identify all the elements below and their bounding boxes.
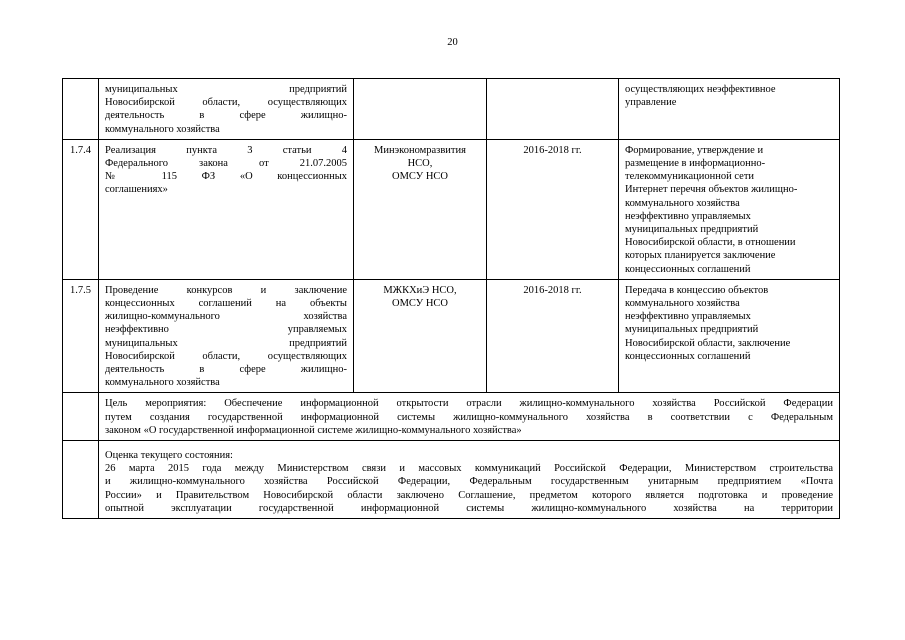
- goal-line: путем создания государственной информационной системы жилищно-коммунального хозяйства в соответствии с Федеральным: [105, 411, 833, 423]
- activity-line: концессионных соглашений на объекты: [105, 298, 347, 310]
- activity-line: Новосибирской области, осуществляющих: [105, 97, 347, 109]
- result-line: Интернет перечня объектов жилищно-: [625, 184, 798, 196]
- result-line: коммунального хозяйства: [625, 298, 740, 310]
- assessment-title: Оценка текущего состояния:: [105, 450, 233, 462]
- executor-cell: [354, 279, 487, 393]
- activity-line: муниципальных предприятий: [105, 337, 347, 349]
- executor-line: ОМСУ НСО: [391, 298, 448, 310]
- assessment-line: России» и Правительством Новосибирской области заключено Соглашение, предметом которого является подготовка и проведение: [105, 489, 833, 501]
- activity-line: Проведение конкурсов и заключение: [105, 284, 347, 296]
- period-cell: [487, 79, 619, 140]
- result-line: муниципальных предприятий: [625, 224, 759, 236]
- assessment-row: [63, 441, 840, 519]
- row-number: 1.7.4: [63, 139, 99, 279]
- activities-table: [62, 78, 840, 519]
- result-line: концессионных соглашений: [625, 350, 751, 362]
- page-number: 20: [447, 37, 458, 48]
- executor-cell: [354, 79, 487, 140]
- row-number: 1.7.5: [63, 279, 99, 393]
- activity-line: Новосибирской области, осуществляющих: [105, 350, 347, 362]
- empty-number-cell: [63, 441, 99, 519]
- result-line: коммунального хозяйства: [625, 197, 740, 209]
- result-line: Передача в концессию объектов: [625, 284, 769, 296]
- goal-cell: [99, 393, 840, 441]
- result-cell: [619, 139, 840, 279]
- period-cell: 2016-2018 гг.: [487, 139, 619, 279]
- executor-line: Минэкономразвития: [374, 144, 466, 156]
- activity-line: Федерального закона от 21.07.2005: [105, 158, 347, 170]
- goal-line: Цель мероприятия: Обеспечение информационной открытости отрасли жилищно-коммунального хозяйства Российской Федерации: [105, 398, 833, 410]
- activity-line: муниципальных предприятий: [105, 84, 347, 95]
- result-line: которых планируется заключение: [625, 250, 776, 262]
- activity-line: № 115 ФЗ «О концессионных: [105, 171, 347, 183]
- assessment-line: опытной эксплуатации государственной информационной системы жилищно-коммунального хозяйства на территории: [105, 502, 833, 514]
- activity-line: коммунального хозяйства: [105, 123, 220, 135]
- executor-line: ОМСУ НСО: [391, 171, 448, 183]
- result-line: Новосибирской области, заключение: [625, 337, 791, 349]
- activity-line: деятельность в сфере жилищно-: [105, 110, 347, 122]
- goal-row: [63, 393, 840, 441]
- assessment-cell: [99, 441, 840, 519]
- assessment-line: и жилищно-коммунального хозяйства Российской Федерации, Федеральным государственным унитарным предприятием «Почта: [105, 476, 833, 488]
- row-number: [63, 79, 99, 140]
- activity-line: коммунального хозяйства: [105, 377, 220, 389]
- assessment-line: 26 марта 2015 года между Министерством связи и массовых коммуникаций Российской Федерации, Министерством строительства: [105, 463, 833, 475]
- activity-line: соглашениях»: [105, 184, 168, 196]
- executor-cell: [354, 139, 487, 279]
- result-line: телекоммуникационной сети: [625, 171, 755, 183]
- result-line: неэффективно управляемых: [625, 311, 751, 323]
- result-cell: [619, 79, 840, 140]
- activity-line: Реализация пункта 3 статьи 4: [105, 144, 347, 156]
- executor-line: МЖКХиЭ НСО,: [383, 284, 457, 296]
- activity-cell: [99, 79, 354, 140]
- executor-line: НСО,: [407, 158, 433, 170]
- period-cell: 2016-2018 гг.: [487, 279, 619, 393]
- result-line: Новосибирской области, в отношении: [625, 237, 796, 249]
- result-cell: [619, 279, 840, 393]
- empty-number-cell: [63, 393, 99, 441]
- result-line: осуществляющих неэффективное: [625, 84, 776, 95]
- result-line: неэффективно управляемых: [625, 210, 751, 222]
- activity-line: неэффективно управляемых: [105, 324, 347, 336]
- result-line: муниципальных предприятий: [625, 324, 759, 336]
- activity-cell: [99, 279, 354, 393]
- table-row: [63, 279, 840, 393]
- table-row: [63, 139, 840, 279]
- table-row: [63, 79, 840, 140]
- result-line: Формирование, утверждение и: [625, 144, 764, 156]
- result-line: концессионных соглашений: [625, 263, 751, 275]
- result-line: управление: [625, 97, 677, 109]
- goal-line: законом «О государственной информационной системе жилищно-коммунального хозяйства»: [105, 424, 522, 436]
- activity-line: жилищно-коммунального хозяйства: [105, 311, 347, 323]
- activity-cell: [99, 139, 354, 279]
- table-body: [63, 79, 840, 519]
- result-line: размещение в информационно-: [625, 158, 766, 170]
- activity-line: деятельность в сфере жилищно-: [105, 364, 347, 376]
